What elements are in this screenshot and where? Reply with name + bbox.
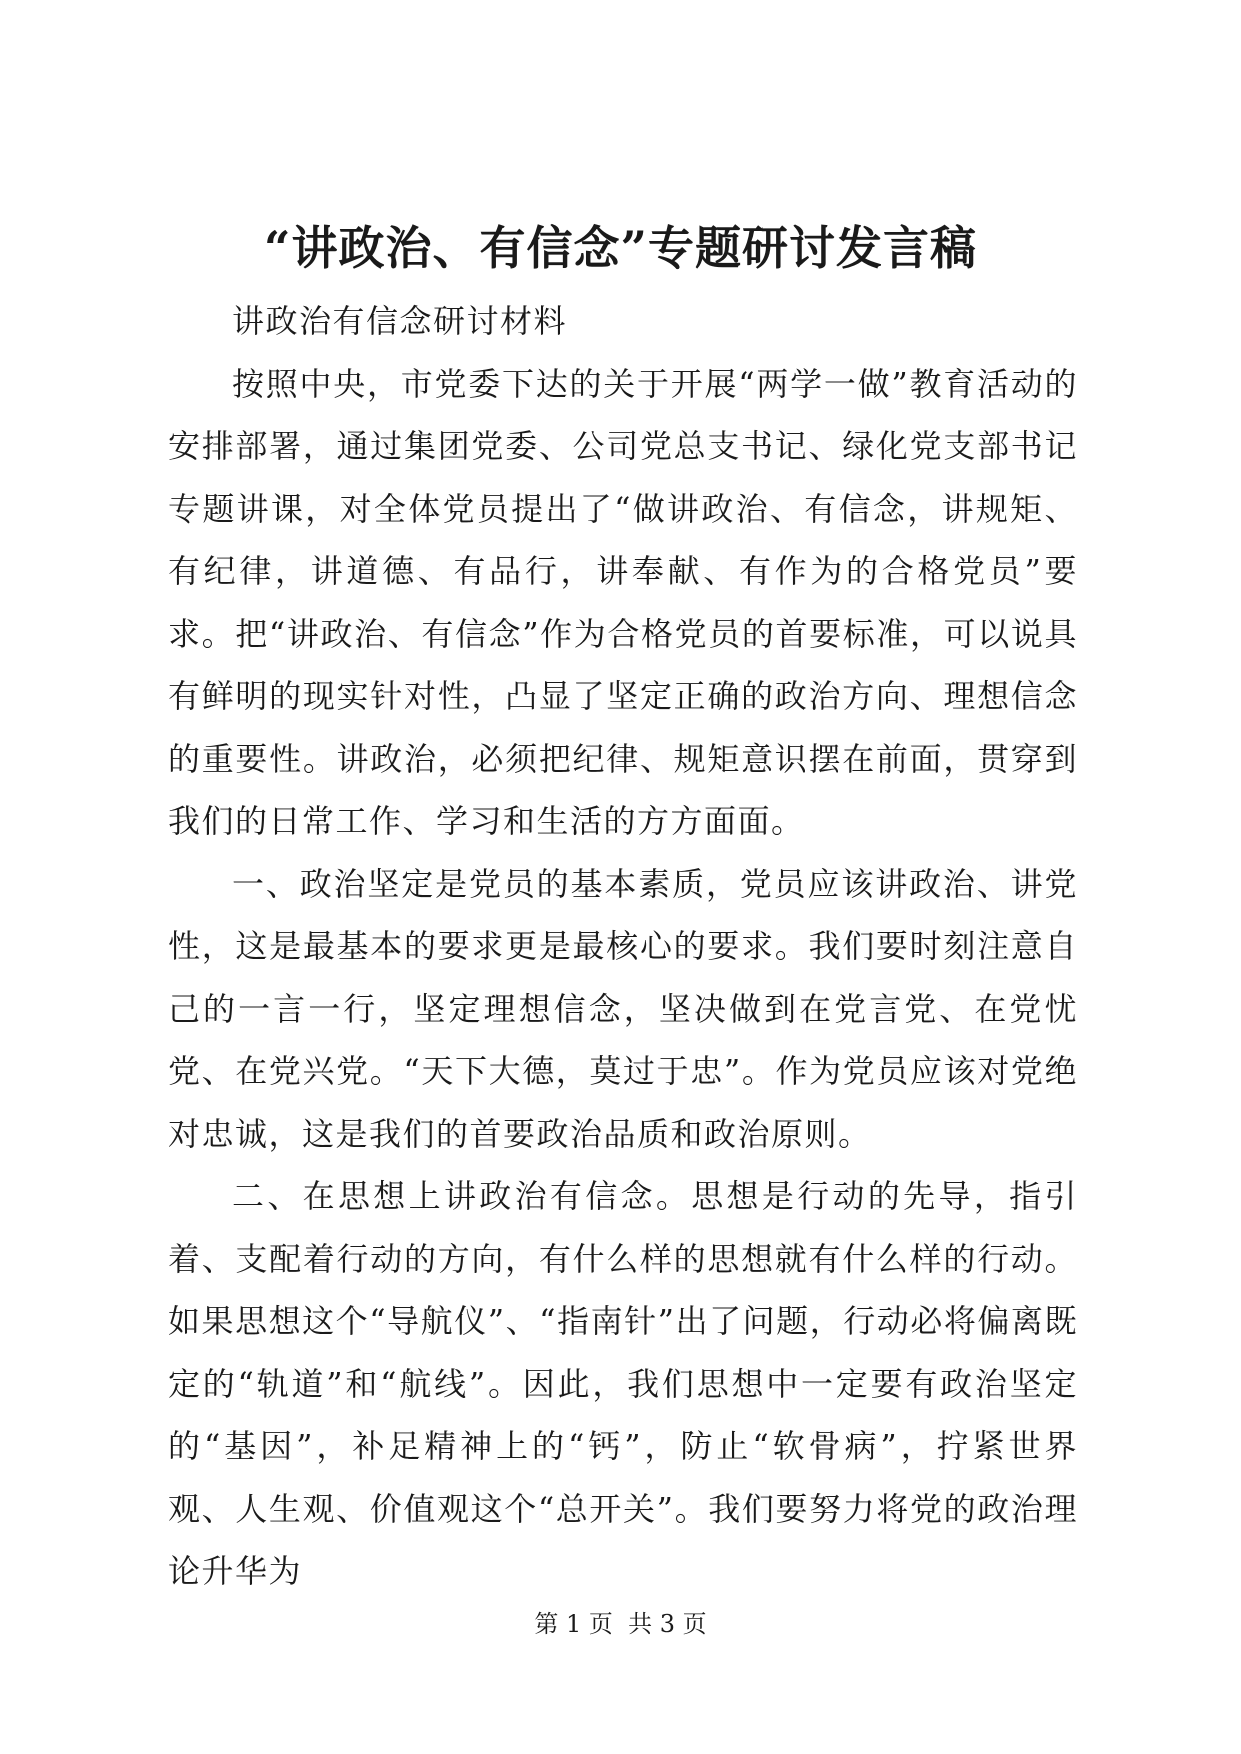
page-footer <box>0 1608 1241 1640</box>
page-number: 第 1 页 共 3 页 <box>534 1610 707 1638</box>
section-one-paragraph: 一、政治坚定是党员的基本素质，党员应该讲政治、讲党性，这是最基本的要求更是最核心的要求。我们要时刻注意自己的一言一行，坚定理想信念，坚决做到在党言党、在党忧党、在党兴党。“天下大德，莫过于忠”。作为党员应该对党绝对忠诚，这是我们的首要政治品质和政治原则。 <box>168 864 1078 1153</box>
document-body <box>168 290 1078 1603</box>
document-title: “讲政治、有信念”专题研讨发言稿 <box>264 221 977 275</box>
subtitle-paragraph: 讲政治有信念研讨材料 <box>232 302 568 340</box>
intro-paragraph: 按照中央，市党委下达的关于开展“两学一做”教育活动的安排部署，通过集团党委、公司党总支书记、绿化党支部书记专题讲课，对全体党员提出了“做讲政治、有信念，讲规矩、有纪律，讲道德、有品行，讲奉献、有作为的合格党员”要求。把“讲政治、有信念”作为合格党员的首要标准，可以说具有鲜明的现实针对性，凸显了坚定正确的政治方向、理想信念的重要性。讲政治，必须把纪律、规矩意识摆在前面，贯穿到我们的日常工作、学习和生活的方方面面。 <box>168 364 1078 840</box>
section-two-paragraph: 二、在思想上讲政治有信念。思想是行动的先导，指引着、支配着行动的方向，有什么样的思想就有什么样的行动。如果思想这个“导航仪”、“指南针”出了问题，行动必将偏离既定的“轨道”和“航线”。因此，我们思想中一定要有政治坚定的“基因”，补足精神上的“钙”，防止“软骨病”，拧紧世界观、人生观、价值观这个“总开关”。我们要努力将党的政治理论升华为 <box>168 1177 1078 1590</box>
